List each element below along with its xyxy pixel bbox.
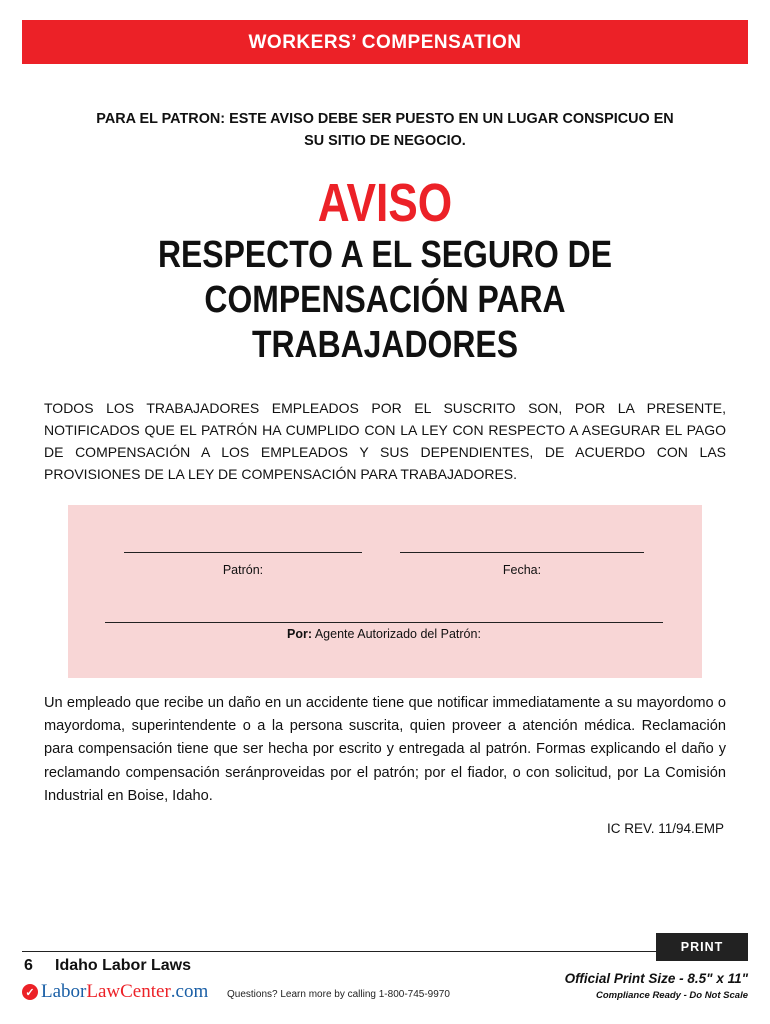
- notice-heading: [112, 233, 658, 368]
- body-paragraph: Un empleado que recibe un daño en un accidente tiene que notificar immediatamente a su mayordomo o mayordoma, superintendente o a la persona suscrita, quien proveer a atención médica. Reclamación para compensación tiene que ser hecha por escrito y entregada al patrón. Formas explicando el daño y reclamando compensación seránproveidas por el patrón; por el fiador, o con solicitud, por La Comisión Industrial en Boise, Idaho.: [44, 695, 726, 804]
- compliance-note: Compliance Ready - Do Not Scale: [595, 990, 748, 1001]
- official-print-size: Official Print Size - 8.5" x 11": [564, 971, 748, 986]
- patron-signature-line: [124, 552, 362, 553]
- heading-line-3: TRABAJADORES: [251, 324, 519, 366]
- agent-signature-line: [105, 622, 663, 623]
- signature-box: [68, 505, 702, 678]
- banner-title: WORKERS’ COMPENSATION: [248, 32, 522, 53]
- print-button[interactable]: PRINT: [656, 933, 748, 961]
- laborlawcenter-logo[interactable]: [22, 980, 208, 1004]
- agent-label-text: Agente Autorizado del Patrón:: [314, 627, 481, 641]
- patron-label: Patrón:: [222, 563, 264, 577]
- page-number: 6: [24, 957, 33, 974]
- employer-note-line2: SU SITIO DE NEGOCIO.: [304, 132, 466, 149]
- aviso-title: AVISO: [317, 173, 453, 233]
- fecha-label: Fecha:: [502, 563, 542, 577]
- revision-code: IC REV. 11/94.EMP: [606, 821, 724, 836]
- footer-divider: [22, 951, 656, 952]
- employer-note: [54, 108, 716, 152]
- workers-comp-banner: [22, 20, 748, 64]
- logo-part2: LawCenter: [86, 981, 171, 1002]
- logo-part1: Labor: [41, 981, 87, 1002]
- questions-text: Questions? Learn more by calling 1-800-745-9970: [227, 989, 450, 1000]
- logo-mark-icon: ✓: [22, 984, 38, 1000]
- agent-prefix: Por:: [287, 627, 313, 641]
- intro-paragraph: TODOS LOS TRABAJADORES EMPLEADOS POR EL SUSCRITO SON, POR LA PRESENTE, NOTIFICADOS QUE EL PATRÓN HA CUMPLIDO CON LA LEY CON RESPECTO A ASEGURAR EL PAGO DE COMPENSACIÓN A LOS EMPLEADOS Y SUS DEPENDIENTES, DE ACUERDO CON LAS PROVISIONES DE LA LEY DE COMPENSACIÓN PARA TRABAJADORES.: [44, 400, 726, 482]
- fecha-signature-line: [400, 552, 644, 553]
- logo-part3: .com: [170, 981, 209, 1002]
- agent-label: [105, 627, 663, 641]
- employer-note-line1: PARA EL PATRON: ESTE AVISO DEBE SER PUESTO EN UN LUGAR CONSPICUO EN: [96, 110, 674, 127]
- book-title: Idaho Labor Laws: [55, 957, 192, 974]
- heading-line-2: COMPENSACIÓN PARA: [204, 279, 566, 321]
- heading-line-1: RESPECTO A EL SEGURO DE: [157, 234, 613, 276]
